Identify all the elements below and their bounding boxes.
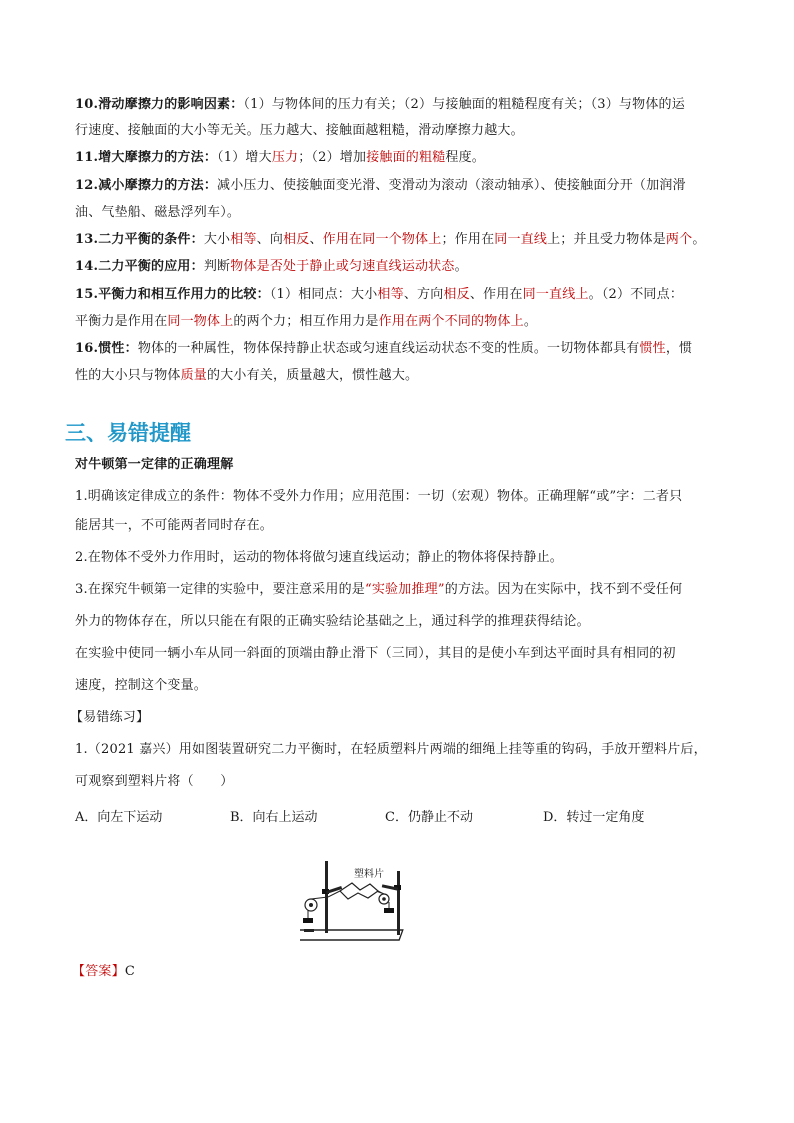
item-11-text: ；（2）增加 [298,150,367,165]
question-1-line-2: 可观察到塑料片将（ ） [75,774,234,789]
question-1-options [75,806,725,825]
plastic-sheet [340,883,378,899]
exercise-header: 【易错练习】 [70,710,150,725]
item-13-highlight: 同一直线 [494,232,548,247]
item-15-text: 。（2）不同点： [588,287,684,302]
item-12-line-2: 油、气垫船、磁悬浮列车）。 [75,205,241,220]
item-16-text: 性的大小只与物体 [75,368,181,383]
item-15-highlight: 同一物体上 [167,314,234,329]
item-13-highlight: 两个 [665,232,693,247]
item-13-text: 大小 [203,232,231,247]
item-14-highlight: 物体是否处于静止或匀速直线运动状态 [230,259,455,274]
item-15-text: 、作用在 [469,287,523,302]
item-13-highlight: 作用在同一个物体上 [322,232,442,247]
item-14-label: 14.二力平衡的应用： [75,259,204,274]
item-15-highlight: 相反 [443,287,470,302]
item-15-highlight: 相等 [377,287,404,302]
right-weight [384,908,394,913]
answer-value: C [124,964,135,979]
item-16-text: 物体的一种属性，物体保持静止状态或匀速直线运动状态不变的性质。一切物体都具有 [137,341,640,356]
item-13-highlight: 相等 [230,232,257,247]
paragraph-4-line-2: 速度，控制这个变量。 [75,678,208,693]
item-14 [75,259,725,275]
paragraph-3-line-2: 外力的物体存在，所以只能在有限的正确实验结论基础之上，通过科学的推理获得结论。 [75,614,590,629]
item-16-text: 的大小有关，质量越大，惯性越大。 [207,368,419,383]
item-11 [75,150,725,166]
item-15-label: 15.平衡力和相互作用力的比较： [75,287,270,302]
item-15-highlight: 同一直线上 [522,287,589,302]
base-board [300,930,403,940]
item-11-text: 程度。 [445,150,486,165]
item-13-text: ；作用在 [441,232,495,247]
paragraph-4-line-1: 在实验中使同一辆小车从同一斜面的顶端由静止滑下（三同），其目的是使小车到达平面时具有相同的初 [75,646,676,661]
option-a: A．向左下运动 [75,810,163,825]
item-15-line-2 [75,314,725,330]
item-15-highlight: 作用在两个不同的物体上 [378,314,524,329]
item-16-line-1 [75,341,725,357]
item-13-text: 、向 [256,232,284,247]
item-11-text: （1）增大 [217,150,272,165]
item-13-label: 13.二力平衡的条件： [75,232,204,247]
paragraph-2: 2.在物体不受外力作用时，运动的物体将做匀速直线运动；静止的物体将保持静止。 [75,550,564,565]
item-16-label: 16.惯性： [75,341,138,356]
right-stand [397,871,400,935]
item-10-label: 10.滑动摩擦力的影响因素： [75,97,244,112]
apparatus-figure [300,858,420,948]
answer-label: 【答案】 [72,964,125,979]
item-14-text: 判断 [203,259,231,274]
item-15-text: 平衡力是作用在 [75,314,168,329]
item-15-text: 的两个力；相互作用力是 [233,314,379,329]
item-14-text: 。 [454,259,468,274]
item-16-text: ，惯 [665,341,693,356]
item-15-text: （1）相同点：大小 [269,287,378,302]
item-10-line-1 [75,97,725,113]
left-weight [303,918,313,923]
item-16-highlight: 质量 [180,368,208,383]
item-16-highlight: 惯性 [639,341,666,356]
paragraph-3-highlight: “实验加推理” [365,582,445,597]
item-13-highlight: 相反 [283,232,310,247]
paragraph-1-line-1: 1.明确该定律成立的条件：物体不受外力作用；应用范围：一切（宏观）物体。正确理解“或”字：二者只 [75,489,683,504]
item-15-text: 。 [523,314,538,329]
paragraph-3-text: 的方法。因为在实际中，找不到不受任何 [444,582,683,597]
item-11-label: 11.增大摩擦力的方法： [75,150,218,165]
left-pulley-axle [309,903,313,907]
question-1-line-1: 1.（2021 嘉兴）用如图装置研究二力平衡时，在轻质塑料片两端的细绳上挂等重的钩码，手放开塑料片后， [75,742,707,757]
left-foot [304,929,314,932]
item-13 [75,232,725,248]
item-12-line-1 [75,178,725,194]
option-c: C．仍静止不动 [385,810,473,825]
item-15-text: 、方向 [403,287,444,302]
paragraph-3-line-1 [75,582,725,598]
option-b: B．向右上运动 [230,810,318,825]
paragraph-1-line-2: 能居其一，不可能两者同时存在。 [75,518,274,533]
right-pulley-axle [382,897,386,901]
item-13-text: 、 [309,232,323,247]
item-12-label: 12.减小摩擦力的方法： [75,178,218,193]
answer-line [72,964,722,980]
section-subtitle: 对牛顿第一定律的正确理解 [75,457,234,472]
item-12-text: 减小压力、使接触面变光滑、变滑动为滚动（滚动轴承）、使接触面分开（加润滑 [217,178,686,193]
item-10-line-2: 行速度、接触面的大小等无关。压力越大、接触面越粗糙，滑动摩擦力越大。 [75,123,524,138]
item-11-highlight: 接触面的粗糙 [366,150,446,165]
figure-label: 塑料片 [354,869,384,880]
item-10-text: （1）与物体间的压力有关；（2）与接触面的粗糙程度有关；（3）与物体的运 [243,97,685,112]
section-title: 三、易错提醒 [65,421,191,445]
option-d: D．转过一定角度 [543,810,645,825]
item-11-highlight: 压力 [271,150,299,165]
item-15-line-1 [75,287,725,303]
paragraph-3-text: 3.在探究牛顿第一定律的实验中，要注意采用的是 [75,582,366,597]
item-13-text: 上；并且受力物体是 [547,232,666,247]
item-16-line-2 [75,368,725,384]
item-13-text: 。 [692,232,706,247]
